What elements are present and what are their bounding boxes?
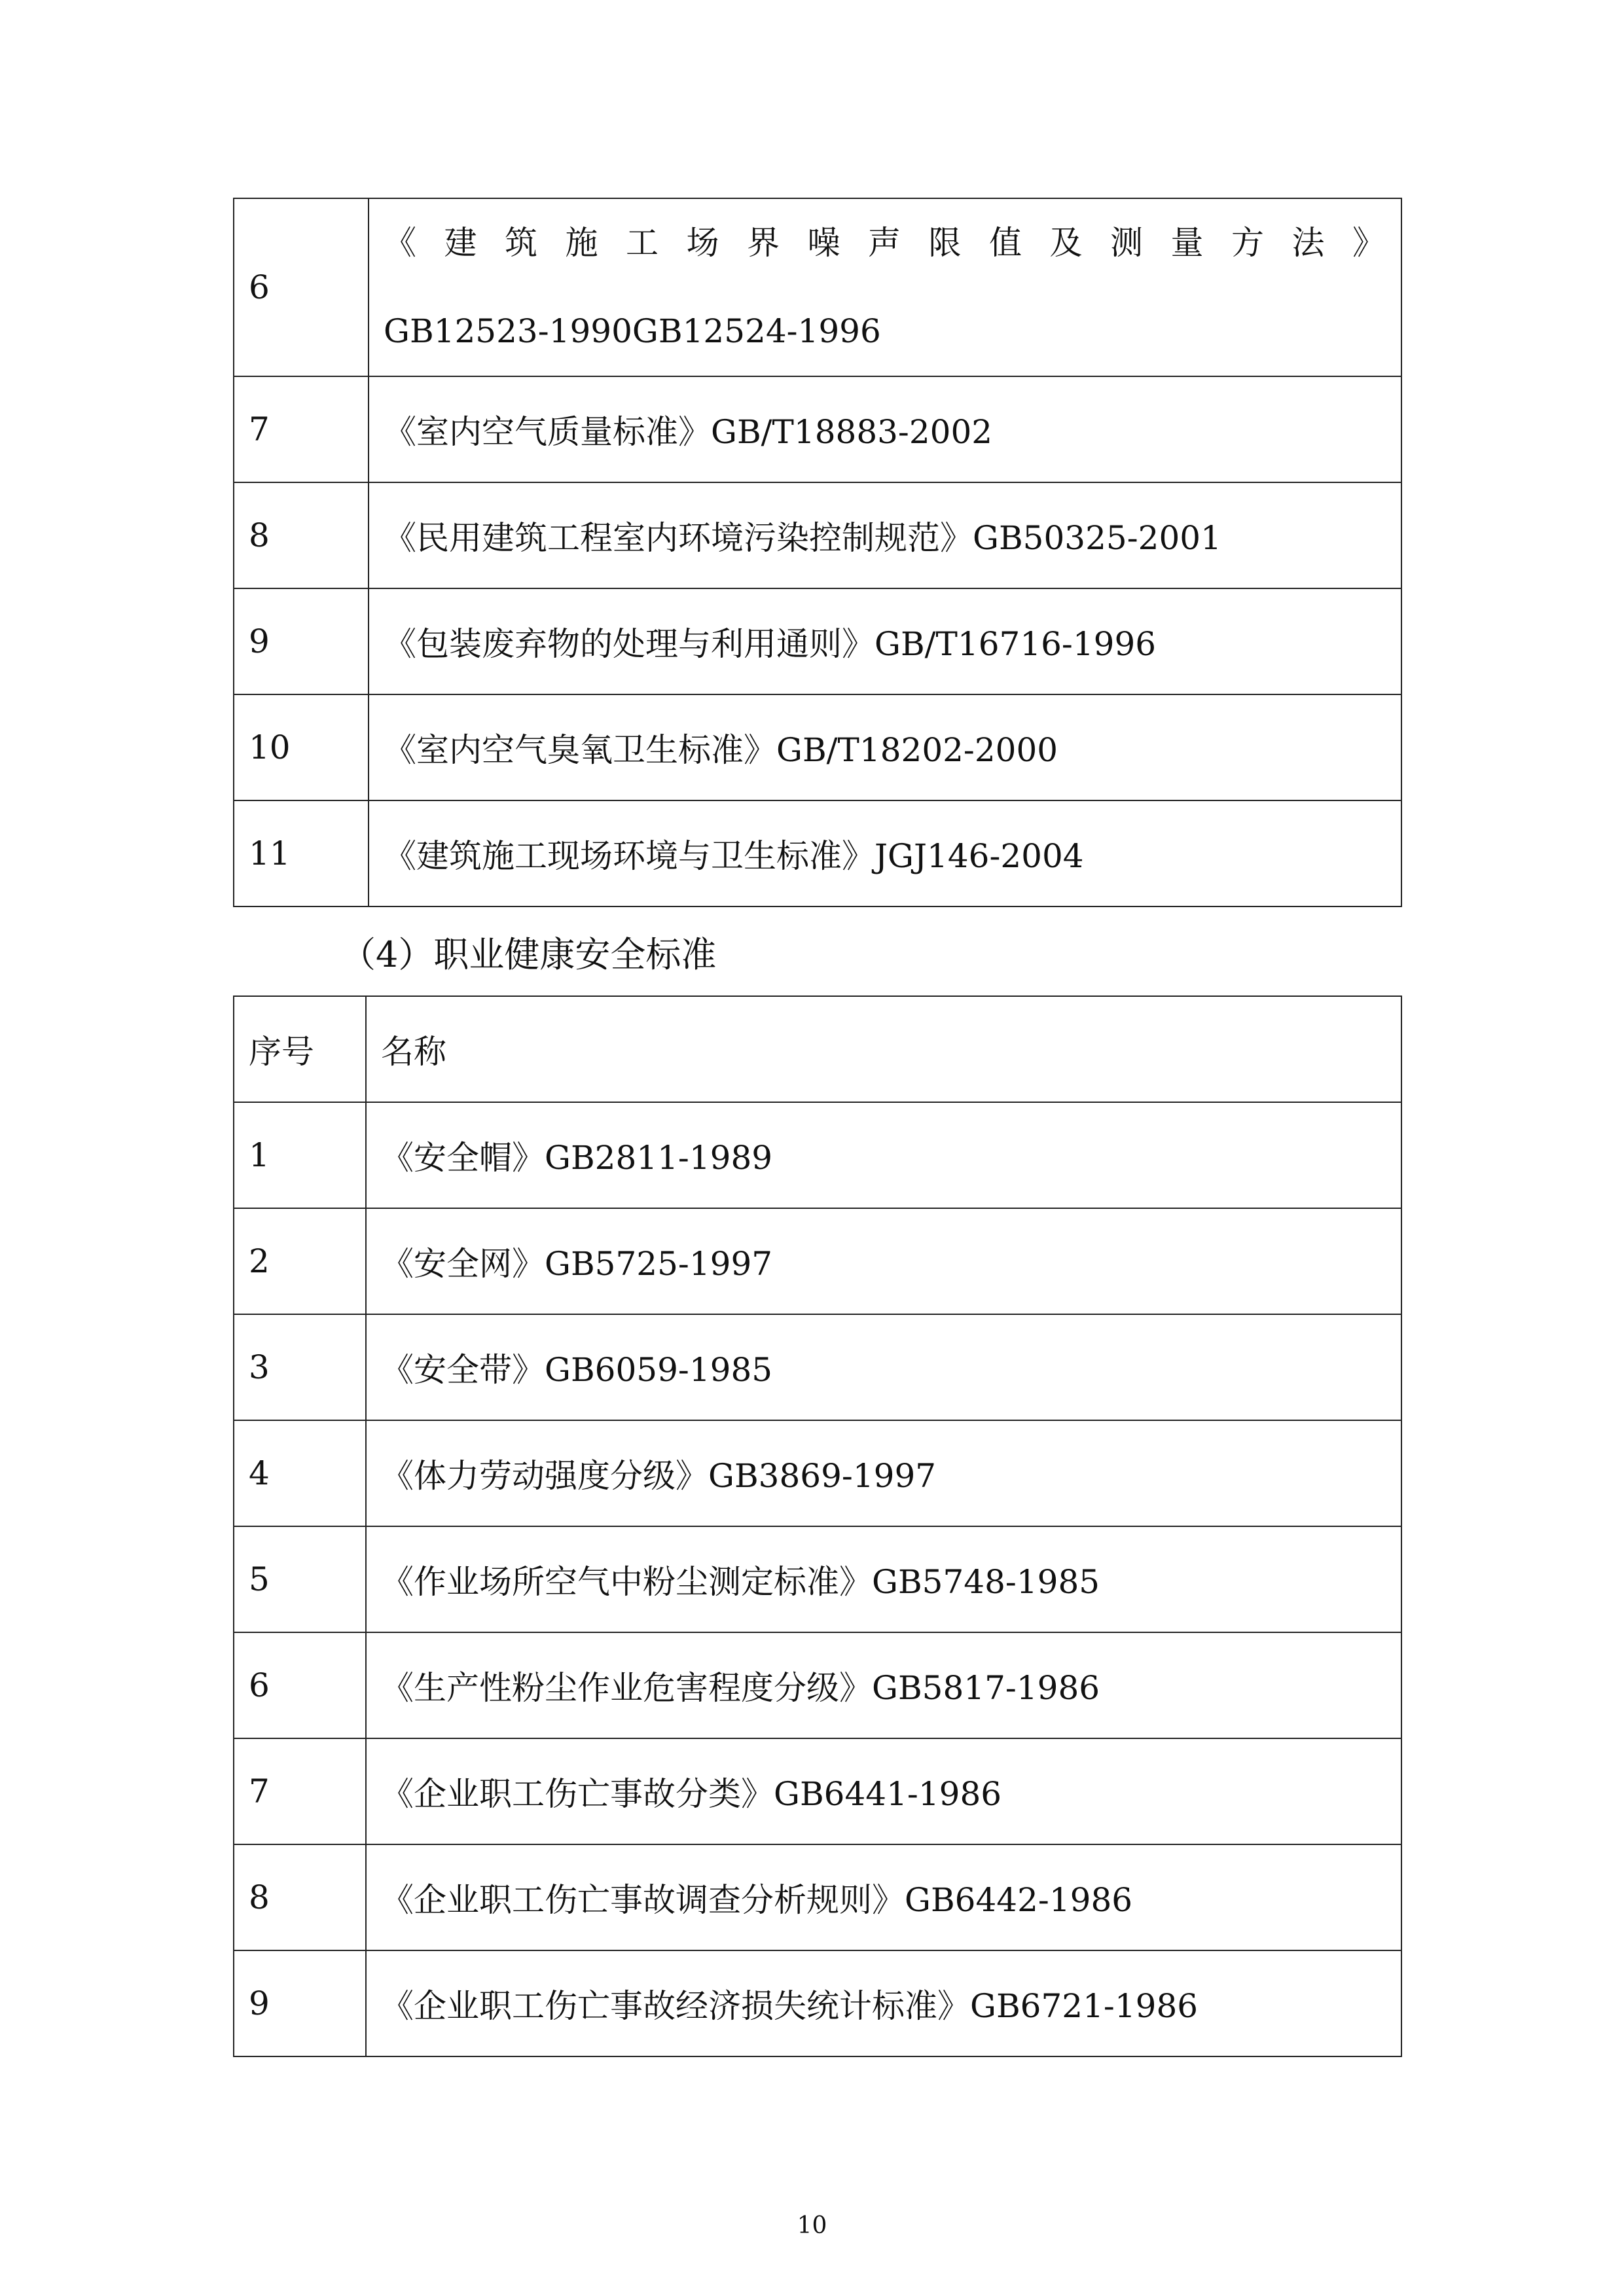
row-index: 9 [234, 588, 369, 694]
table-row [234, 376, 1401, 482]
table-row [234, 1738, 1401, 1844]
standard-name: 《安全带》GB6059-1985 [366, 1314, 1401, 1420]
standard-name [369, 198, 1401, 376]
table-row [234, 1844, 1401, 1950]
row-index: 1 [234, 1102, 366, 1208]
column-header-index: 序号 [234, 996, 366, 1102]
table-row [234, 1950, 1401, 2056]
standard-title-line: 《 建 筑 施 工 场 界 噪 声 限 值 及 测 量 方 法 》 [384, 224, 1385, 262]
row-index: 7 [234, 1738, 366, 1844]
row-index: 11 [234, 800, 369, 906]
row-index: 6 [234, 198, 369, 376]
standard-name: 《作业场所空气中粉尘测定标准》GB5748-1985 [366, 1526, 1401, 1632]
standard-name: 《体力劳动强度分级》GB3869-1997 [366, 1420, 1401, 1526]
table-row [234, 1420, 1401, 1526]
row-index: 6 [234, 1632, 366, 1738]
row-index: 5 [234, 1526, 366, 1632]
standard-name: 《室内空气质量标准》GB/T18883-2002 [369, 376, 1401, 482]
row-index: 8 [234, 1844, 366, 1950]
row-index: 8 [234, 482, 369, 588]
table-header-row [234, 996, 1401, 1102]
standard-name: 《企业职工伤亡事故经济损失统计标准》GB6721-1986 [366, 1950, 1401, 2056]
standard-name: 《企业职工伤亡事故分类》GB6441-1986 [366, 1738, 1401, 1844]
table-row [234, 1632, 1401, 1738]
table-row [234, 1526, 1401, 1632]
occupational-health-safety-table [233, 996, 1402, 2057]
standard-codes: GB12523-1990GB12524-1996 [384, 312, 881, 350]
standard-name: 《企业职工伤亡事故调查分析规则》GB6442-1986 [366, 1844, 1401, 1950]
standard-name: 《包装废弃物的处理与利用通则》GB/T16716-1996 [369, 588, 1401, 694]
standard-name: 《建筑施工现场环境与卫生标准》JGJ146-2004 [369, 800, 1401, 906]
environment-standards-table [233, 198, 1402, 907]
standard-name: 《安全帽》GB2811-1989 [366, 1102, 1401, 1208]
row-index: 4 [234, 1420, 366, 1526]
table-row [234, 588, 1401, 694]
standard-name: 《安全网》GB5725-1997 [366, 1208, 1401, 1314]
standard-name: 《室内空气臭氧卫生标准》GB/T18202-2000 [369, 694, 1401, 800]
row-index: 10 [234, 694, 369, 800]
row-index: 7 [234, 376, 369, 482]
table-row [234, 1102, 1401, 1208]
row-index: 9 [234, 1950, 366, 2056]
row-index: 2 [234, 1208, 366, 1314]
column-header-name: 名称 [366, 996, 1401, 1102]
table-row [234, 694, 1401, 800]
row-index: 3 [234, 1314, 366, 1420]
table-row [234, 198, 1401, 376]
table-row [234, 482, 1401, 588]
table-row [234, 800, 1401, 906]
page-number: 10 [797, 2212, 827, 2239]
table-row [234, 1208, 1401, 1314]
section-heading: （4）职业健康安全标准 [340, 934, 717, 975]
standard-name: 《民用建筑工程室内环境污染控制规范》GB50325-2001 [369, 482, 1401, 588]
table-row [234, 1314, 1401, 1420]
standard-name: 《生产性粉尘作业危害程度分级》GB5817-1986 [366, 1632, 1401, 1738]
